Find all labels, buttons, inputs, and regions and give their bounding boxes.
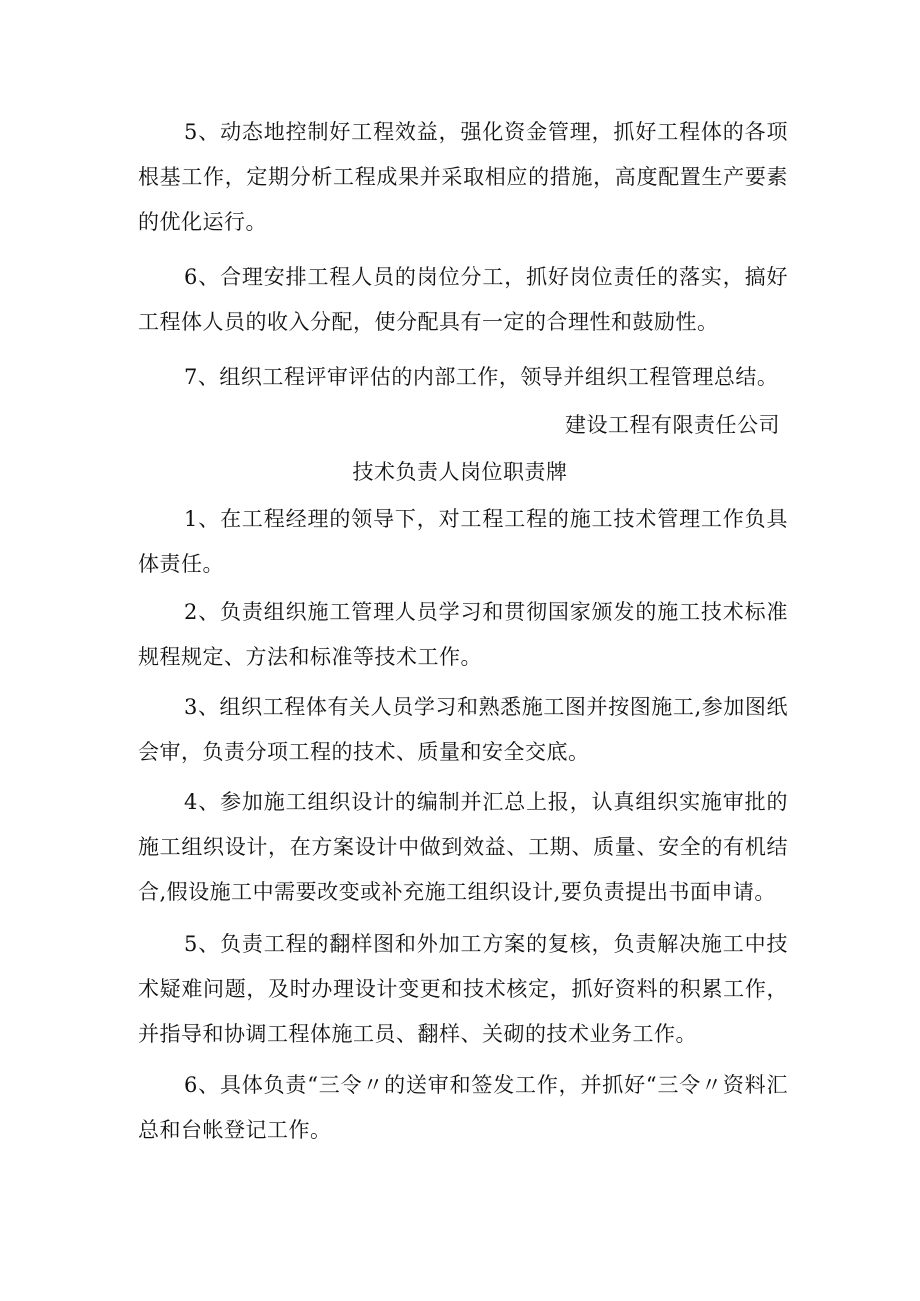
tech-duty-item-6: 6、具体负责“三令〃的送审和签发工作，并抓好“三令〃资料汇总和台帐登记工作。 [138, 1073, 788, 1142]
tech-duty-item-5: 5、负责工程的翻样图和外加工方案的复核，负责解决施工中技术疑难问题，及时办理设计变更和技术核定，抓好资料的积累工作，并指导和协调工程体施工员、翻样、关砌的技术业务工作。 [138, 932, 788, 1046]
duty-item-5: 5、动态地控制好工程效益，强化资金管理，抓好工程体的各项根基工作，定期分析工程成果并采取相应的措施，高度配置生产要素的优化运行。 [138, 120, 788, 234]
tech-duty-item-4: 4、参加施工组织设计的编制并汇总上报，认真组织实施审批的施工组织设计，在方案设计中做到效益、工期、质量、安全的有机结合,假设施工中需要改变或补充施工组织设计,要负责提出书面申请。 [138, 790, 788, 904]
tech-duty-item-1: 1、在工程经理的领导下，对工程工程的施工技术管理工作负具体责任。 [138, 507, 788, 576]
tech-duty-item-2: 2、负责组织施工管理人员学习和贯彻国家颁发的施工技术标准规程规定、方法和标准等技术工作。 [138, 600, 788, 669]
tech-duty-item-3: 3、组织工程体有关人员学习和熟悉施工图并按图施工,参加图纸会审，负责分项工程的技术、质量和安全交底。 [138, 695, 788, 764]
company-signature: 建设工程有限责任公司 [565, 413, 780, 437]
duty-item-6: 6、合理安排工程人员的岗位分工，抓好岗位责任的落实，搞好工程体人员的收入分配，使分配具有一定的合理性和鼓励性。 [138, 265, 788, 334]
section-title: 技术负责人岗位职责牌 [352, 460, 568, 484]
duty-item-7: 7、组织工程评审评估的内部工作，领导并组织工程管理总结。 [184, 365, 779, 389]
